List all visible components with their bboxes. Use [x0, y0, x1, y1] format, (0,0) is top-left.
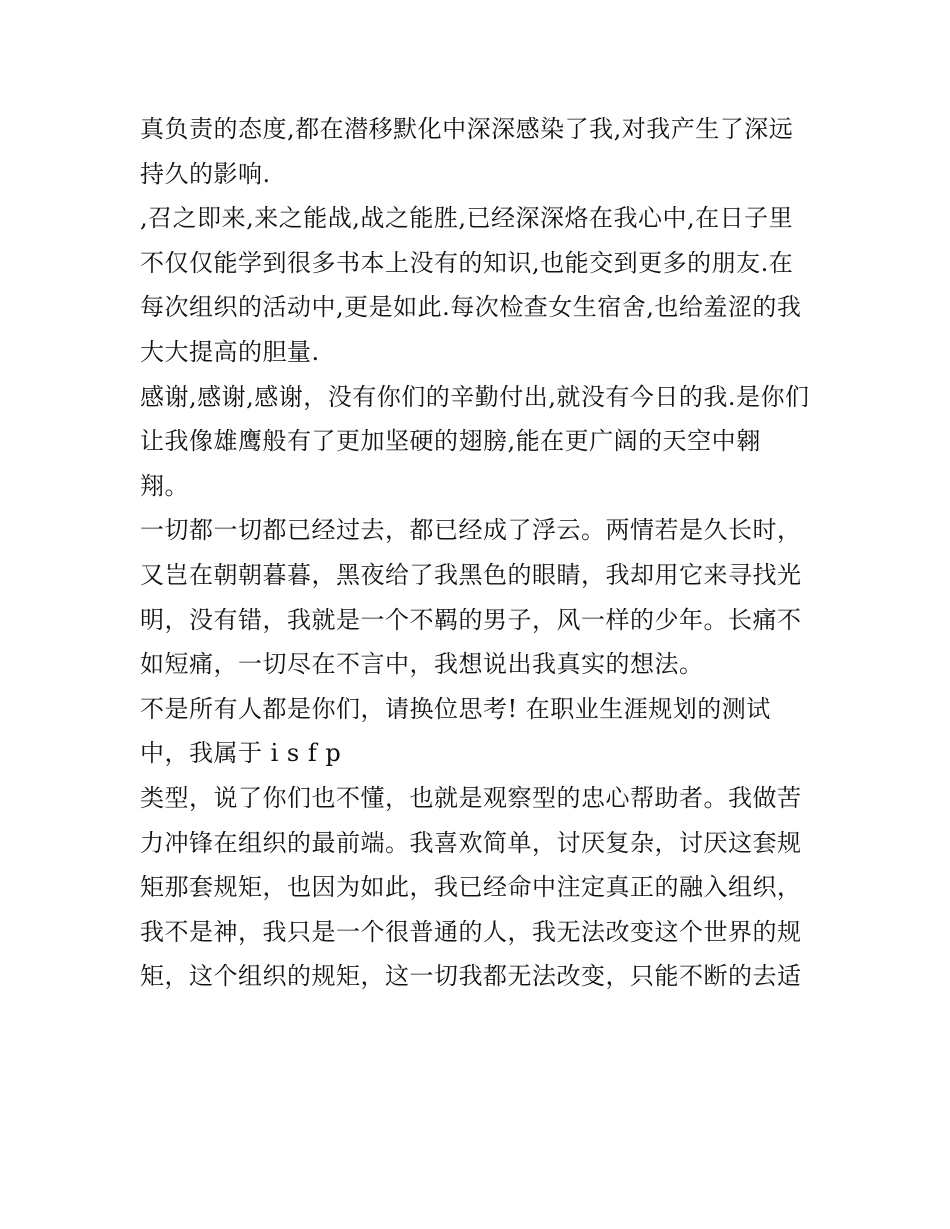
text-line: 如短痛，一切尽在不言中，我想说出我真实的想法。	[140, 650, 704, 679]
text-line: 中，我属于 i s f p	[140, 739, 342, 768]
text-line: 大大提高的胆量.	[140, 337, 320, 366]
text-line: 我不是神，我只是一个很普通的人，我无法改变这个世界的规	[140, 917, 802, 946]
text-line: 翔。	[140, 471, 189, 500]
text-line: 一切都一切都已经过去，都已经成了浮云。两情若是久长时，	[140, 516, 802, 545]
text-line: 矩，这个组织的规矩，这一切我都无法改变，只能不断的去适	[140, 962, 802, 991]
text-line: 类型，说了你们也不懂，也就是观察型的忠心帮助者。我做苦	[140, 783, 802, 812]
text-line: 明，没有错，我就是一个不羁的男子，风一样的少年。长痛不	[140, 605, 802, 634]
text-line: 真负责的态度,都在潜移默化中深深感染了我,对我产生了深远	[140, 115, 794, 143]
text-line: 力冲锋在组织的最前端。我喜欢简单，讨厌复杂，讨厌这套规	[140, 828, 802, 857]
text-line: 感谢,感谢,感谢，没有你们的辛勤付出,就没有今日的我.是你们	[140, 382, 810, 411]
text-line: 每次组织的活动中,更是如此.每次检查女生宿舍,也给羞涩的我	[140, 293, 802, 322]
text-line: ,召之即来,来之能战,战之能胜,已经深深烙在我心中,在日子里	[140, 204, 794, 233]
text-line: 让我像雄鹰般有了更加坚硬的翅膀,能在更广阔的天空中翱	[140, 427, 761, 456]
text-line: 矩那套规矩，也因为如此，我已经命中注定真正的融入组织，	[140, 873, 802, 902]
text-line: 不是所有人都是你们，请换位思考! 在职业生涯规划的测试	[140, 694, 771, 723]
text-line: 不仅仅能学到很多书本上没有的知识,也能交到更多的朋友.在	[140, 248, 794, 277]
text-line: 又岂在朝朝暮暮，黑夜给了我黑色的眼睛，我却用它来寻找光	[140, 560, 802, 589]
body-text	[140, 107, 830, 999]
text-line: 持久的影响.	[140, 159, 271, 188]
